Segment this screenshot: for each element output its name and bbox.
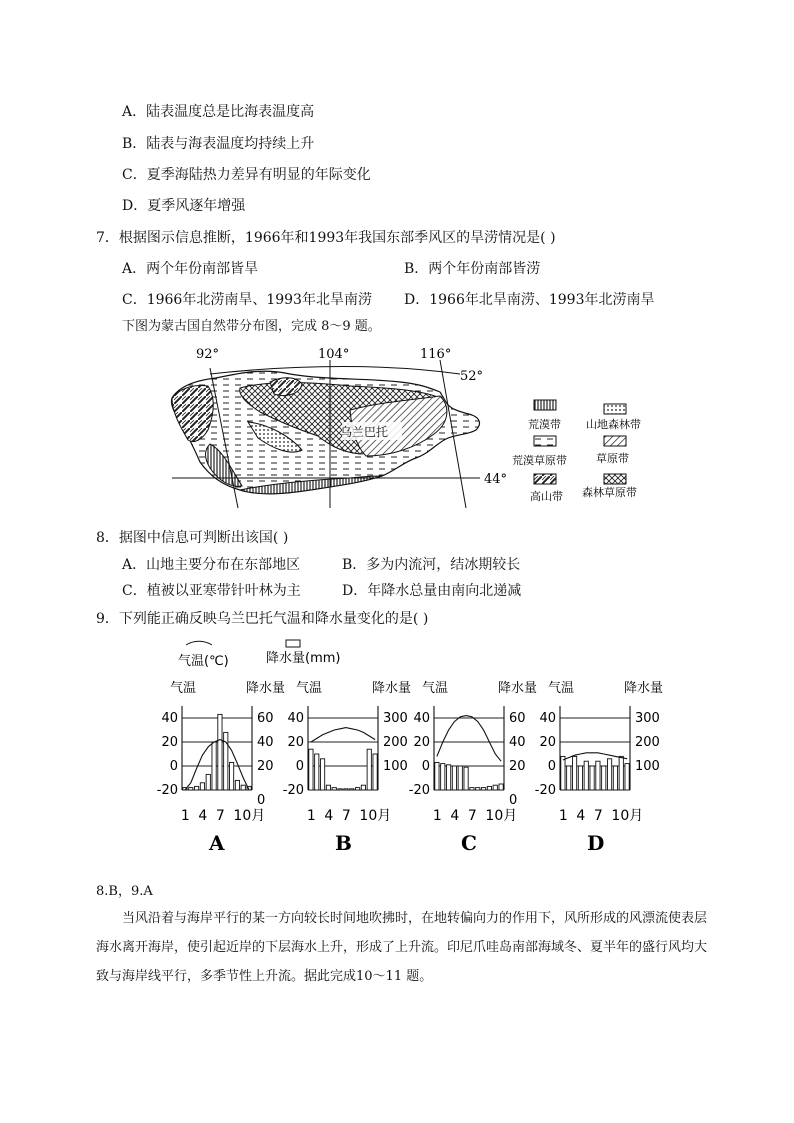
chart-C-precip-tick: 0 <box>509 793 518 808</box>
q9-question: 9．下列能正确反映乌兰巴托气温和降水量变化的是( ) <box>96 611 429 627</box>
legend-swatch-desert-steppe <box>534 436 556 446</box>
chart-C-bar <box>499 784 503 790</box>
chart-B-temp-line <box>311 728 375 742</box>
q8-question: 8．据图中信息可判断出该国( ) <box>96 530 289 546</box>
chart-D-bar <box>584 761 588 790</box>
chart-B-bar <box>367 749 371 790</box>
chart-C-bar <box>441 764 445 790</box>
chart-B-bar <box>320 759 324 790</box>
chart-D-bar <box>596 761 600 790</box>
chart-C-left-label: 气温 <box>422 681 449 696</box>
chart-C-precip-tick: 40 <box>509 735 526 750</box>
chart-D-x-tick: 7 <box>593 808 603 824</box>
chart-A-precip-tick: 40 <box>257 735 274 750</box>
chart-C-bar <box>487 786 491 790</box>
q6-option-b: B．陆表与海表温度均持续上升 <box>122 136 315 152</box>
lon-label-104: 104° <box>318 347 350 362</box>
chart-D-bar <box>578 766 582 790</box>
chart-C-bar <box>470 788 474 790</box>
temp-legend-icon <box>186 641 212 645</box>
legend-precip: 降水量(mm) <box>266 651 341 666</box>
legend-steppe: 草原带 <box>596 452 629 465</box>
legend-swatch-steppe <box>604 436 626 446</box>
city-label: 乌兰巴托 <box>340 425 389 439</box>
chart-A-temp-tick: 40 <box>161 711 178 726</box>
chart-B-temp-tick: 0 <box>295 759 304 774</box>
chart-B-bar <box>309 749 313 790</box>
chart-C-bar <box>464 767 468 790</box>
q6-option-a: A．陆表温度总是比海表温度高 <box>122 104 315 120</box>
chart-A-bar <box>206 774 210 790</box>
chart-A-right-label: 降水量 <box>246 681 286 696</box>
mongolia-natural-zone-map <box>150 340 670 510</box>
chart-D-precip-tick: 100 <box>635 759 660 774</box>
lat-label-52: 52° <box>460 369 484 384</box>
chart-B-bar <box>344 789 348 790</box>
q8-option-d: D．年降水总量由南向北递减 <box>342 583 522 599</box>
chart-A-bar <box>218 714 222 790</box>
chart-B <box>283 680 411 855</box>
chart-C-title: C <box>461 831 477 855</box>
chart-D-x-tick: 1 <box>558 808 568 824</box>
chart-C-bar <box>493 785 497 790</box>
chart-B-precip-tick: 100 <box>383 759 408 774</box>
chart-C-bar <box>435 762 439 790</box>
chart-D-right-label: 降水量 <box>624 681 664 696</box>
chart-A-bar <box>229 762 233 790</box>
chart-A-bar <box>194 786 198 790</box>
chart-D-left-label: 气温 <box>548 681 575 696</box>
legend-forest-steppe: 森林草原带 <box>582 486 637 499</box>
q7-option-c: C．1966年北涝南旱、1993年北旱南涝 <box>122 292 372 308</box>
precip-legend-icon <box>286 640 300 647</box>
chart-D-precip-tick: 200 <box>635 735 660 750</box>
chart-D-temp-tick: 0 <box>547 759 556 774</box>
q6-option-c: C．夏季海陆热力差异有明显的年际变化 <box>122 167 371 183</box>
chart-D-bar <box>602 766 606 790</box>
legend-temp: 气温(℃) <box>178 654 229 669</box>
chart-D-temp-tick: 20 <box>539 735 556 750</box>
chart-D-precip-tick: 300 <box>635 711 660 726</box>
q6-option-d: D．夏季风逐年增强 <box>122 198 246 214</box>
chart-C-x-tick: 7 <box>467 808 477 824</box>
chart-A-x-tick: 7 <box>215 808 225 824</box>
chart-C-temp-line <box>437 716 501 762</box>
chart-C-bar <box>458 766 462 790</box>
chart-C-temp-tick: 20 <box>413 735 430 750</box>
chart-B-bar <box>326 785 330 790</box>
chart-B-temp-tick: 40 <box>287 711 304 726</box>
chart-B-bar <box>350 789 354 790</box>
chart-D <box>535 680 663 855</box>
legend-swatch-forest-steppe <box>604 474 626 484</box>
chart-D-bar <box>590 766 594 790</box>
chart-A-precip-tick: 20 <box>257 759 274 774</box>
chart-B-bar <box>373 754 377 790</box>
lon-label-92: 92° <box>196 347 220 362</box>
q7-option-d: D．1966年北旱南涝、1993年北涝南旱 <box>404 292 655 308</box>
chart-D-bar <box>613 766 617 790</box>
legend-swatch-desert <box>534 400 556 410</box>
chart-A-x-tick: 1 <box>180 808 190 824</box>
legend-mountain-forest: 山地森林带 <box>586 418 641 431</box>
chart-B-bar <box>315 754 319 790</box>
chart-C-bar <box>446 765 450 790</box>
chart-C-x-tick: 4 <box>450 808 460 824</box>
chart-D-title: D <box>587 831 605 855</box>
chart-A-bar <box>200 783 204 790</box>
chart-D-x-tick: 4 <box>576 808 586 824</box>
chart-A-x-tick: 10月 <box>233 808 266 824</box>
chart-A-temp-tick: 20 <box>161 735 178 750</box>
chart-C-right-label: 降水量 <box>498 681 538 696</box>
q7-option-b: B．两个年份南部皆涝 <box>404 261 541 277</box>
q8-option-c: C．植被以亚寒带针叶林为主 <box>122 583 301 599</box>
chart-D-bar <box>619 756 623 790</box>
chart-A-temp-tick: 0 <box>169 759 178 774</box>
chart-B-x-tick: 4 <box>324 808 334 824</box>
chart-C-bar <box>476 788 480 790</box>
chart-B-x-tick: 7 <box>341 808 351 824</box>
legend-desert: 荒漠带 <box>528 418 561 431</box>
chart-A-x-tick: 4 <box>198 808 208 824</box>
chart-C-temp-tick: 40 <box>413 711 430 726</box>
legend-swatch-mountain-forest <box>604 404 626 414</box>
chart-B-temp-tick: 20 <box>287 735 304 750</box>
chart-C-temp-tick: -20 <box>408 783 430 798</box>
chart-D-bar <box>625 764 629 790</box>
chart-B-precip-tick: 200 <box>383 735 408 750</box>
legend-swatch-alpine <box>534 474 556 484</box>
climate-charts <box>156 640 700 870</box>
chart-D-bar <box>572 756 576 790</box>
chart-B-temp-tick: -20 <box>282 783 304 798</box>
chart-C-precip-tick: 60 <box>509 711 526 726</box>
chart-C-temp-tick: 0 <box>421 759 430 774</box>
chart-D-temp-tick: -20 <box>534 783 556 798</box>
q8-option-b: B．多为内流河，结冰期较长 <box>342 557 521 573</box>
chart-C-bar <box>452 766 456 790</box>
chart-C-x-tick: 10月 <box>485 808 518 824</box>
chart-B-x-tick: 10月 <box>359 808 392 824</box>
chart-B-bar <box>332 788 336 790</box>
chart-A-bar <box>189 788 193 790</box>
chart-C-x-tick: 1 <box>432 808 442 824</box>
chart-D-temp-tick: 40 <box>539 711 556 726</box>
chart-A <box>157 680 285 855</box>
passage-10-11: 当风沿着与海岸平行的某一方向较长时间地吹拂时，在地转偏向力的作用下，风所形成的风漂流使表层海水离开海岸，使引起近岸的下层海水上升，形成了上升流。印尼爪哇岛南部海域冬、夏半年的盛行风均大致与海岸线平行，多季节性上升流。据此完成10～11 题。 <box>96 911 708 984</box>
chart-B-right-label: 降水量 <box>372 681 412 696</box>
chart-B-bar <box>355 788 359 790</box>
chart-A-left-label: 气温 <box>170 681 197 696</box>
lon-label-116: 116° <box>420 347 452 362</box>
chart-A-bar <box>241 785 245 790</box>
q7-option-a: A．两个年份南部皆旱 <box>122 261 259 277</box>
chart-B-x-tick: 1 <box>306 808 316 824</box>
chart-A-bar <box>235 780 239 790</box>
chart-C-precip-tick: 20 <box>509 759 526 774</box>
chart-A-bar <box>212 742 216 790</box>
chart-D-bar <box>567 766 571 790</box>
chart-D-bar <box>561 756 565 790</box>
legend-alpine: 高山带 <box>530 490 563 503</box>
chart-B-precip-tick: 300 <box>383 711 408 726</box>
chart-B-title: B <box>335 831 352 855</box>
intro-8-9: 下图为蒙古国自然带分布图，完成 8～9 题。 <box>122 319 381 334</box>
legend-desert-steppe: 荒漠草原带 <box>512 454 567 467</box>
chart-A-precip-tick: 0 <box>257 793 266 808</box>
chart-B-left-label: 气温 <box>296 681 323 696</box>
chart-A-temp-tick: -20 <box>156 783 178 798</box>
chart-B-bar <box>338 789 342 790</box>
q7-question: 7．根据图示信息推断，1966年和1993年我国东部季风区的旱涝情况是( ) <box>96 230 556 246</box>
answer-line: 8.B，9.A <box>96 884 153 899</box>
chart-D-bar <box>607 759 611 790</box>
chart-C <box>409 680 537 855</box>
q8-option-a: A．山地主要分布在东部地区 <box>122 557 301 573</box>
chart-D-x-tick: 10月 <box>611 808 644 824</box>
chart-C-bar <box>481 788 485 790</box>
chart-A-title: A <box>209 831 225 855</box>
chart-B-bar <box>361 785 365 790</box>
lat-label-44: 44° <box>484 472 508 487</box>
chart-A-precip-tick: 60 <box>257 711 274 726</box>
